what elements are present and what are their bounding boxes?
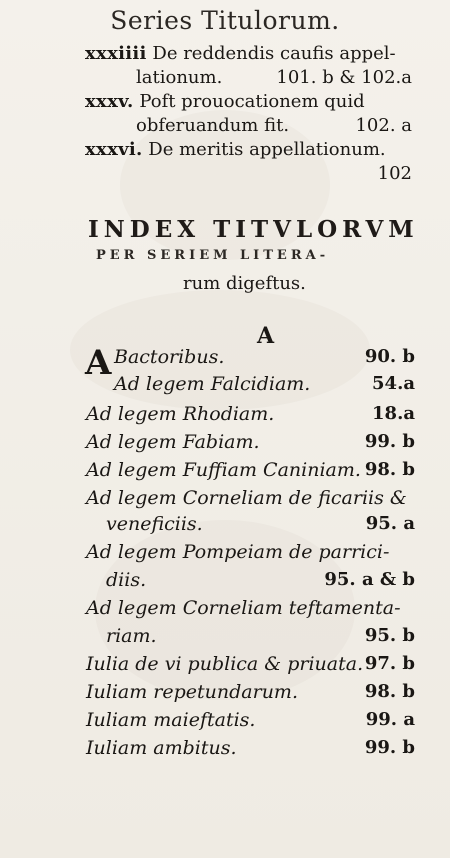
page-ref: 95. a (365, 513, 415, 534)
page-ref: 99. b (364, 431, 415, 452)
index-entry-cont: diis. (106, 569, 147, 591)
index-entry: Bactoribus. (114, 346, 225, 368)
section-letter: A (257, 323, 275, 349)
page-ref: 90. b (364, 346, 415, 367)
toc-text: obferuandum fit. (136, 115, 290, 136)
toc-text: lationum. (136, 67, 223, 88)
page-header: Series Titulorum. (110, 6, 340, 35)
index-subheading: PER SERIEM LITERA- (96, 248, 330, 263)
index-entry: Iuliam maieftatis. (86, 709, 256, 731)
index-entry-cont: veneficiis. (106, 513, 203, 535)
index-entry: Ad legem Corneliam de ficariis & (86, 487, 407, 509)
page-ref: 99. a (365, 709, 415, 730)
toc-label: xxxv. (85, 91, 134, 112)
toc-row-cont (136, 68, 222, 88)
page-ref: 54.a (372, 373, 415, 394)
index-entry: Iuliam ambitus. (86, 737, 237, 759)
index-entry: Ad legem Corneliam teftamenta- (86, 597, 401, 619)
page-ref: 99. b (364, 737, 415, 758)
index-entry: Ad legem Pompeiam de parrici- (86, 541, 390, 563)
index-entry: Iulia de vi publica & priuata. (86, 653, 364, 675)
toc-text: De reddendis caufis appel- (152, 43, 396, 64)
drop-cap: A (85, 343, 112, 383)
index-entry: Ad legem Falcidiam. (114, 373, 311, 395)
toc-row (85, 140, 386, 160)
index-entry: Iuliam repetundarum. (86, 681, 298, 703)
toc-ref: 101. b & 102.a (276, 67, 412, 88)
page-ref: 95. a & b (324, 569, 415, 590)
page-ref: 98. b (364, 459, 415, 480)
toc-text: De meritis appellationum. (148, 139, 386, 160)
toc-text: Poft prouocationem quid (139, 91, 365, 112)
index-entry: Ad legem Fabiam. (86, 431, 260, 453)
index-subheading-2: rum digeftus. (183, 273, 306, 294)
toc-label: xxxvi. (85, 139, 143, 160)
toc-label: xxxiiii (85, 43, 147, 64)
page-ref: 98. b (364, 681, 415, 702)
page-ref: 97. b (364, 653, 415, 674)
index-heading: INDEX TITVLORVM (88, 216, 419, 243)
page-ref: 18.a (372, 403, 415, 424)
page-ref: 95. b (364, 625, 415, 646)
index-entry: Ad legem Fuffiam Caniniam. (86, 459, 361, 481)
index-entry: Ad legem Rhodiam. (86, 403, 275, 425)
toc-ref: 102 (377, 163, 412, 184)
toc-row (85, 92, 365, 112)
toc-ref: 102. a (355, 115, 412, 136)
toc-row-cont (136, 116, 289, 136)
toc-row (85, 44, 396, 64)
index-entry-cont: riam. (106, 625, 157, 647)
